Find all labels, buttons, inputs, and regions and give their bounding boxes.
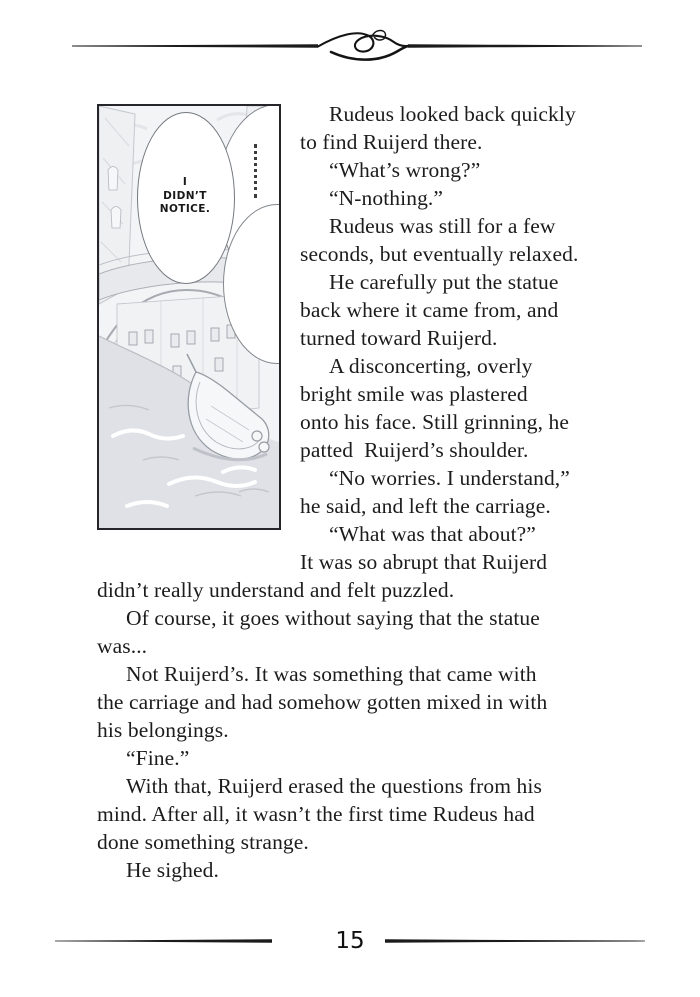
text-line: “Fine.” (126, 746, 190, 770)
text-line: “N-nothing.” (329, 186, 444, 210)
text-line: was... (97, 634, 148, 658)
bubble-line: I (182, 176, 188, 188)
text-line: “What’s wrong?” (329, 158, 481, 182)
text-line: A disconcerting, overly (329, 354, 533, 378)
text-line: to find Ruijerd there. (300, 130, 483, 154)
text-line: turned toward Ruijerd. (300, 326, 498, 350)
page-content (97, 100, 609, 884)
text-line: mind. After all, it wasn’t the first time Rudeus had (97, 802, 535, 826)
header-ornament (0, 26, 700, 70)
text-line: He carefully put the statue (329, 270, 559, 294)
page-footer (0, 919, 700, 965)
text-line: Rudeus looked back quickly (329, 102, 576, 126)
text-line: done something strange. (97, 830, 309, 854)
bubble-line: DIDN’T (163, 189, 207, 202)
text-line: Not Ruijerd’s. It was something that came with (126, 662, 537, 686)
text-line: didn’t really understand and felt puzzled. (97, 578, 455, 602)
text-line: his belongings. (97, 718, 229, 742)
text-line: patted Ruijerd’s shoulder. (300, 438, 529, 462)
text-line: “No worries. I understand,” (329, 466, 570, 490)
calligraphic-divider-icon (0, 26, 700, 70)
text-line: It was so abrupt that Ruijerd (300, 550, 548, 574)
speech-bubble-text (137, 176, 233, 217)
text-line: “What was that about?” (329, 522, 536, 546)
text-line: He sighed. (126, 858, 219, 882)
text-line: Of course, it goes without saying that the statue (126, 606, 540, 630)
page-number: 15 (335, 928, 365, 954)
text-line: seconds, but eventually relaxed. (300, 242, 579, 266)
text-line: With that, Ruijerd erased the questions from his (126, 774, 542, 798)
bubble-line: NOTICE. (159, 203, 211, 215)
manga-panel (97, 104, 281, 530)
text-line: Rudeus was still for a few (329, 214, 556, 238)
text-line: he said, and left the carriage. (300, 494, 551, 518)
text-line: bright smile was plastered (300, 382, 528, 406)
vertical-ellipsis-icon (254, 144, 257, 198)
text-line: onto his face. Still grinning, he (300, 410, 570, 434)
text-line: the carriage and had somehow gotten mixed in with (97, 690, 548, 714)
text-line: back where it came from, and (300, 298, 559, 322)
